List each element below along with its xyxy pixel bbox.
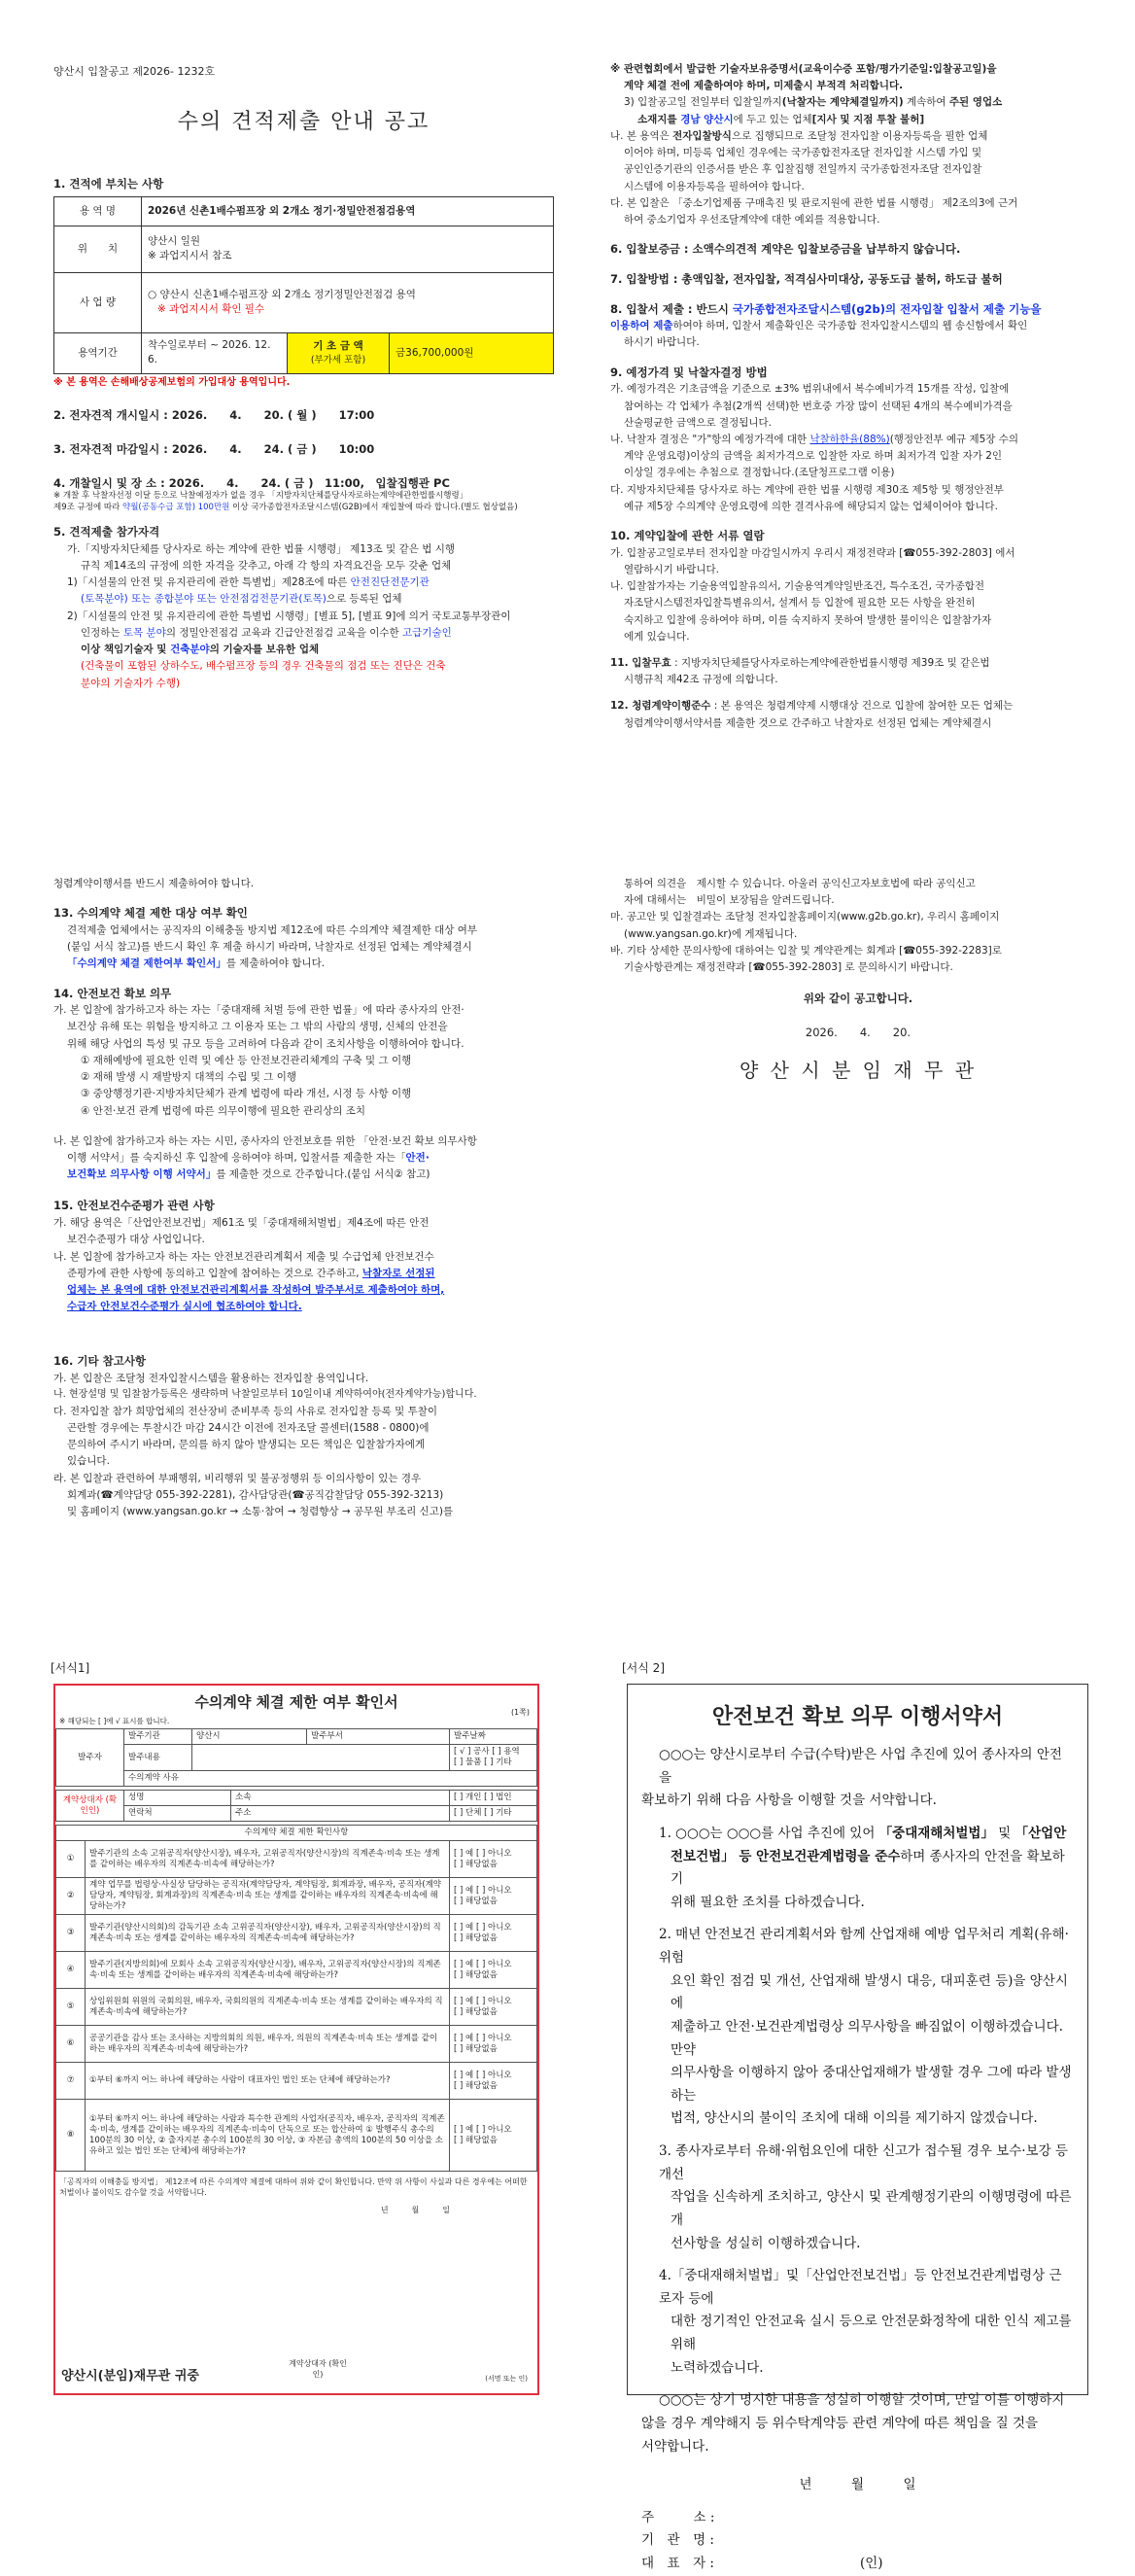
r11a: 11. 입찰무효 [610,657,671,670]
check-row [56,2026,537,2063]
check-row-answer[interactable] [450,1841,537,1878]
r9-ga3: 산술평균한 금액으로 결정됩니다. [624,416,773,429]
r8c: 이용하여 제출 [610,320,673,332]
section-11 [610,656,1106,671]
s14-na2 [53,1151,559,1166]
r10-ga2: 열람하시기 바랍니다. [624,563,719,575]
r-na4: 이어야 하며, 미등록 업체인 경우에는 국가종합전자조달 전자입찰 시스템 가입 및 [624,147,982,159]
label-location: 위 치 [54,226,142,272]
intro-1: ○○○는 양산시로부터 수급(수탁)받은 사업 추진에 있어 종사자의 안전을 [659,1747,1062,1786]
answer-yes-no[interactable]: [ ] 예 [ ] 아니오 [454,1959,512,1969]
r8-cont [610,319,1106,333]
item-4-b: 대한 정기적인 안전교육 실시 등으로 안전문화정착에 대한 인식 제고를 위해 [671,2314,1072,2352]
check-row-question: ①부터 ⑥까지 어느 하나에 해당하는 사람과 특수한 관계의 사업자(공직자, 배우자, 공직자의 직계존속·비속, 생계를 같이하는 배우자의 직계존속·비속이 단독으로 또는 합산하여 ① 발행주식 총수의 100분의 30 이상, ② 출자지분 총수의 100분의 30 이상, ③ 자본금 총액의 100분의 50 이상을 소유하고 있는 법인 또는 단체)에 해당하는가? [86,2100,450,2172]
s5-1-blue: 안전진단전문기관 [350,576,430,589]
item-3-c: 선사항을 성실히 이행하겠습니다. [671,2235,861,2251]
r-top1: 통하여 의견을 제시할 수 있습니다. 아울러 공익신고자보호법에 따라 공익신고 [624,878,976,889]
answer-yes-no[interactable]: [ ] 예 [ ] 아니오 [454,2033,512,2043]
issuer-name: 양 산 시 분 임 재 무 관 [739,1058,978,1082]
item-1-line2 [641,1846,1074,1892]
section-2: 2. 전자견적 개시일시 : 2026. 4. 20. ( 월 ) 17:00 [53,408,375,423]
insurance-note: ※ 본 용역은 손해배상공제보험의 가입대상 용역입니다. [53,376,291,388]
label-scope: 사 업 량 [54,272,142,332]
owner-content-label: 발주내용 [124,1745,192,1771]
form1-check-table [55,1825,537,2172]
check-row-answer[interactable] [450,2063,537,2100]
r9-na1: 나. 낙찰자 결정은 "가"항의 예정가격에 대한 [610,433,810,445]
form1-instruction: ※ 해당되는 [ ]에 √ 표시를 합니다. [59,1717,170,1725]
r12c: 청렴계약이행서약서를 제출한 것으로 간주하고 낙찰자로 선정된 업체는 계약체결시 [624,716,992,729]
r12b: : 본 용역은 청렴계약제 시행대상 건으로 입찰에 참여한 모든 업체는 [710,700,1014,713]
owner-reason: 수의계약 사유 [124,1771,537,1787]
s15-na2-text: 준평가에 관한 사항에 동의하고 입찰에 참여하는 것으로 간주하고, [67,1267,362,1279]
r-na6: 시스템에 이용자등록을 필하여야 합니다. [624,180,805,192]
owner-content-value [192,1745,450,1771]
basic-amount-vat: (부가세 포함) [310,354,366,366]
s16-da4: 있습니다. [67,1455,110,1468]
form2-seal: (인) [859,2556,883,2571]
item-2-a: 2. 매년 안전보건 관리계획서와 함께 산업재해 예방 업무처리 계획(유해·위험 [659,1927,1069,1966]
r3g: 에 두고 있는 업체 [733,113,812,125]
s5-1-blue-2: (토목분야) 또는 종합분야 또는 안전점검전문기관(토목) [81,593,327,606]
item-1 [641,1823,1074,1846]
check-row-number: ① [56,1841,86,1878]
check-row-answer[interactable] [450,1878,537,1915]
r8e: 하시기 바랍니다. [624,336,700,349]
r3d: 주된 영업소 [948,96,1003,109]
notice-page-2 [0,855,1135,1633]
answer-yes-no[interactable]: [ ] 예 [ ] 아니오 [454,2070,512,2080]
answer-na[interactable]: [ ] 해당없음 [454,1859,498,1869]
r9-ga2: 참여하는 각 업체가 추첨(2개씩 선택)한 번호중 가장 많이 선택된 4개의 복수예비가격을 [624,400,1013,412]
section-10: 10. 계약입찰에 관한 서류 열람 [610,529,765,543]
r-ma1: 마. 공고안 및 입찰결과는 조달청 전자입찰홈페이지(www.g2b.go.kr), 우리시 홈페이지 [610,911,1000,923]
s15-ga2: 보건수준평가 대상 사업입니다. [67,1234,205,1246]
form1-signer: 계약상대자 (확인인) [289,2359,347,2379]
notice-number: 양산시 입찰공고 제2026- 1232호 [53,65,216,78]
check-row-question: 발주기관의 소속 고위공직자(양산시장), 배우자, 고위공직자(양산시장)의 직계존속·비속 또는 생계를 같이하는 배우자의 직계존속·비속에 해당하는가? [86,1841,450,1878]
r8d: 하여야 하며, 입찰서 제출확인은 국가종합 전자입찰시스템의 웹 송신함에서 확인 [672,320,1028,332]
check-row-question: ①부터 ⑥까지 어느 하나에 해당하는 사람이 대표자인 법인 또는 단체에 해당하는가? [86,2063,450,2100]
s5-2-j: 분야의 기술자가 수행) [81,677,181,689]
r8b: 국가종합전자조달시스템(g2b)의 전자입찰 입찰서 제출 기능을 [732,301,1042,316]
s14-ga3: 위해 해당 사업의 특성 및 규모 등을 고려하여 다음과 같이 조치사항을 이행하여야 합니다. [67,1037,464,1050]
item-2-d: 의무사항을 이행하지 않아 중대산업재해가 발생할 경우 그에 따라 발생하는 [671,2065,1072,2104]
owner-dept-label: 발주부서 [307,1729,450,1745]
s5-2-h: 의 기술자를 보유한 업체 [209,644,320,656]
contractor-label: 계약상대자 (확인인) [56,1791,124,1822]
check-heading: 수의계약 체결 제한 확인사항 [56,1826,537,1841]
outro-3: 서약합니다. [641,2438,709,2454]
r9-ga1: 가. 예정가격은 기초금액을 기준으로 ±3% 범위내에서 복수예비가격 15개를 작성, 입찰에 [610,383,1010,396]
form2-date: 년 월 일 [799,2477,916,2493]
r3 [610,95,1106,110]
check-row-question: 공공기관을 감사 또는 조사하는 지방의회의 의원, 배우자, 의원의 직계존속·비속 또는 생계를 같이하는 배우자의 직계존속·비속에 해당하는가? [86,2026,450,2063]
check-row [56,2100,537,2172]
owner-label: 발주자 [56,1729,124,1787]
check-row-question: 상임위원회 위원의 국회의원, 배우자, 국회의원의 직계존속·비속 또는 생계를 같이하는 배우자의 직계존속·비속에 해당하는가? [86,1989,450,2026]
section-8 [610,301,1106,318]
item-4-c: 노력하겠습니다. [671,2359,764,2376]
contractor-org-label: 소속 [231,1791,450,1806]
section-3: 3. 전자견적 마감일시 : 2026. 4. 24. ( 금 ) 10:00 [53,441,375,456]
answer-yes-no[interactable]: [ ] 예 [ ] 아니오 [454,1996,512,2006]
r9-na2: 낙찰하한율(88%) [809,433,890,445]
r-da1: 다. 본 입찰은 「중소기업제품 구매촉진 및 판로지원에 관한 법률 시행령」 제2조의3에 근거 [610,196,1018,209]
check-row-question: 발주기관(지방의회)에 모회사 소속 고위공직자(양산시장), 배우자, 고위공직자(양산시장)의 직계존속·비속 또는 생계를 같이하는 배우자의 직계존속·비속에 해당하는가? [86,1952,450,1989]
form1-date: 년 월 일 [380,2206,450,2215]
r10-na3: 숙지하고 입찰에 응하여야 하며, 이를 숙지하지 못하여 발생한 불이익은 입찰참가자 [624,613,992,626]
r9-da1: 다. 지방자치단체를 당사자로 하는 계약에 관한 법률 시행령 제30조 제5항 및 행정안전부 [610,483,1004,496]
r9-na4: 계약 운영요령)이상의 금액을 최저가격으로 입찰한 자로 하며 최저가격 입찰 자가 2인 [624,450,1003,463]
form2-org: 기 관 명 : [641,2532,714,2549]
r10-na4: 에게 있습니다. [624,630,690,643]
form2-rep-line [641,2553,1074,2576]
r9-na3: (행정안전부 예규 제5장 수의 [889,433,1019,445]
r3a: 3) 입찰공고일 전일부터 입찰일까지 [624,96,782,109]
answer-yes-no[interactable]: [ ] 예 [ ] 아니오 [454,1885,512,1896]
item-2-c: 제출하고 안전·보건관계법령상 의무사항을 빠짐없이 이행하겠습니다. 만약 [671,2018,1063,2058]
s13-2: (붙임 서식 참고)를 반드시 확인 후 제출 하시기 바라며, 낙찰자로 선정된 업체는 계약체결시 [67,941,472,954]
check-row-answer[interactable] [450,2026,537,2063]
s14-ga2: 보건상 유해 또는 위험을 방지하고 그 이용자 또는 그 밖의 사람의 생명, 신체의 안전을 [67,1021,448,1033]
s15-na5: 수급자 안전보건수준평가 실시에 협조하여야 합니다. [67,1301,302,1313]
r3f: 경남 양산시 [680,113,734,125]
r11b: : 지방자치단체를당사자로하는계약에관한법률시행령 제39조 및 같은법 [671,657,990,670]
s5-2-cont2 [53,643,559,657]
period-value: 착수일로부터 ~ 2026. 12. 6. [142,332,288,373]
form1-owner-table [55,1728,537,1787]
item-1-d: 「산업안 [1015,1825,1067,1841]
r8a: 8. 입찰서 제출 : 반드시 [610,301,733,316]
form2 [627,1684,1088,2571]
form2-rep: 대 표 자 : [641,2556,714,2571]
item-1-b: 「중대재해처벌법」 [878,1825,994,1841]
contractor-phone-label: 연락처 [124,1806,231,1822]
item-1-f: 하며 종사자의 안전을 확보하기 [671,1848,1065,1888]
check-row [56,1915,537,1952]
r10-na2: 자조달시스템전자입찰특별유의서, 설계서 등 입찰에 필요한 모든 사항을 완전히 [624,597,976,609]
s5-1-cont [53,592,559,607]
scope-value: ○ 양산시 신촌1배수펌프장 외 2개소 정기정밀안전점검 용역 [148,288,416,300]
right-column [610,60,1106,731]
notice-page-1 [0,0,1135,855]
location-cell [142,226,554,272]
s13-4: 를 제출하여야 합니다. [225,957,326,970]
s13-1: 견적제출 업체에서는 공직자의 이해충돌 방지법 제12조에 따른 수의계약 체결제한 대상 여부 [67,923,478,936]
check-row [56,1841,537,1878]
form2-address: 주 소 : [641,2509,715,2525]
section-4-note-1: ※ 개찰 후 낙찰자선정 이달 등으로 낙찰예정자가 없을 경우 「지방자치단체를당사자로하는계약에관한법률시행령」 [53,491,468,502]
check-row [56,1878,537,1915]
s5-2-e: 고급기술인 [402,626,452,639]
r3c: 계속하여 [903,96,949,109]
section-1-heading: 1. 견적에 부치는 사항 [53,177,164,191]
closing-text: 위와 같이 공고합니다. [803,992,913,1006]
item-3-a: 3. 종사자로부터 유해·위험요인에 대한 신고가 접수될 경우 보수·보강 등 개선 [659,2143,1068,2182]
item-4-a: 4.「중대재해처벌법」및「산업안전보건법」등 안전보건관계법령상 근로자 등에 [659,2268,1062,2307]
s16-ra2: 회계과(☎계약담당 055-392-2281), 감사담당관(☎공직감찰담당 055-392-3213) [67,1488,444,1501]
answer-na[interactable]: [ ] 해당없음 [454,2135,498,2145]
answer-na[interactable]: [ ] 해당없음 [454,2080,498,2091]
check-row-number: ⑧ [56,2100,86,2172]
s14-ga1: 가. 본 입찰에 참가하고자 하는 자는「중대재해 처벌 등에 관한 법률」에 따라 종사자의 안전· [53,1004,464,1017]
project-table [53,196,554,374]
s16-da1: 다. 전자입찰 참가 희망업체의 전산장비 준비부족 등의 사유로 전자입찰 등록 및 투찰이 [53,1405,438,1417]
check-row [56,1989,537,2026]
note-2-highlight: 약월(공동수급 포함) 100만원 [122,502,230,512]
location-note: ※ 과업지시서 참조 [148,250,232,262]
form2-label: [서식 2] [622,1661,665,1675]
s15-ga1: 가. 해당 용역은「산업안전보건법」제61조 및「중대재해처벌법」제4조에 따른 안전 [53,1217,430,1230]
answer-na[interactable]: [ ] 해당없음 [454,2043,498,2054]
service-name: 2026년 신촌1배수펌프장 외 2개소 정기·정밀안전점검용역 [142,196,554,226]
s5-2-cont [53,626,559,641]
type-check-2[interactable]: [ ] 물품 [ ] 기타 [454,1758,512,1768]
r-na1: 나. 본 용역은 [610,129,673,142]
section-4-note-2 [53,503,559,513]
location-value: 양산시 일원 [148,234,201,247]
s16-ra3: 및 홈페이지 (www.yangsan.go.kr → 소통·참여 → 청렴향상 → 공무원 부조리 신고)를 [67,1506,454,1518]
type-check-1[interactable]: [ √ ] 공사 [ ] 용역 [454,1747,520,1758]
basic-amount: 금36,700,000원 [390,332,554,373]
note-2-text: 제9조 규정에 따라 [53,502,122,512]
s5-1 [53,575,559,590]
answer-yes-no[interactable]: [ ] 예 [ ] 아니오 [454,2124,512,2135]
s5-2: 2)「시설물의 안전 및 유지관리에 관한 특별법 시행령」[별표 5], [별표 9]에 의거 국토교통부장관이 [67,609,511,622]
outro-1: ○○○는 상기 명시한 내용을 성실히 이행할 것이며, 만일 이를 이행하지 [659,2392,1065,2409]
s15-na3: 낙찰자로 선정된 [361,1267,435,1279]
form1-title: 수의계약 체결 제한 여부 확인서 [194,1693,398,1711]
r10-na1: 나. 입찰참가자는 기술용역입찰유의서, 기술용역계약일반조건, 특수조건, 국가종합전 [610,580,985,593]
item-2-b: 요인 확인 점검 및 개선, 산업재해 발생시 대응, 대피훈련 등)을 양산시에 [671,1972,1068,2012]
form1-signature: (서명 또는 인) [485,2375,528,2383]
check-row-number: ⑤ [56,1989,86,2026]
contractor-type-1[interactable]: [ ] 개인 [ ] 법인 [450,1791,537,1806]
s5-2-i: (건축물이 포함된 상하수도, 배수펌프장 등의 경우 건축물의 점검 또는 진단은 건축 [81,660,446,673]
basic-amount-label-cell [288,332,390,373]
contractor-name-label: 성명 [124,1791,231,1806]
r9-na5: 이상일 경우에는 추첨으로 결정합니다.(조달청프로그램 이용) [624,467,895,479]
form1-label: [서식1] [51,1661,90,1675]
s14-na5: 를 제출한 것으로 간주합니다.(붙임 서식② 참고) [216,1168,430,1181]
page-title: 수의 견적제출 안내 공고 [177,110,430,134]
s14-na4-line [53,1167,559,1182]
s16-da3: 문의하여 주시기 바라며, 문의를 하지 않아 발생되는 모든 책임은 입찰참가자에게 [67,1439,426,1451]
s14-na2-text: 이행 서약서」를 숙지하신 후 입찰에 응하여야 하며, 입찰서를 제출한 자는「 [67,1151,406,1164]
r-na [610,129,1106,144]
owner-org-label: 발주기관 [124,1729,192,1745]
s13-3 [53,957,559,971]
section-16: 16. 기타 참고사항 [53,1354,147,1369]
r1b: 계약 체결 전에 제출하여야 하며, 미제출시 부적격 처리합니다. [624,80,904,92]
item-1-e: 전보건법」 등 안전보건관계법령을 준수 [671,1848,901,1864]
item-1-c: 및 [993,1825,1015,1841]
scope-cell [142,272,554,332]
form1-footer: 「공직자의 이해충돌 방지법」 제12조에 따른 수의계약 체결에 대하여 위와 같이 확인합니다. 만약 위 사항이 사실과 다른 경우에는 어떠한 처벌이나 불이익도 감수할 것을 서약합니다. [59,2177,528,2198]
check-row-number: ② [56,1878,86,1915]
left-column-2 [53,875,559,1519]
r3h: [지사 및 지점 투찰 불허] [811,113,925,125]
s5-2-f: 이상 책임기술자 및 [81,644,171,656]
s16-da2: 곤란할 경우에는 투찰시간 마감 24시간 이전에 전자조달 콜센터(1588 - 0800)에 [67,1422,430,1434]
right-column-2 [610,875,1106,1085]
r-ma2: (www.yangsan.go.kr)에 게재됩니다. [624,927,798,940]
r9-da2: 예규 제5장 수의계약 운영요령에 의한 결격사유에 해당되지 않는 업체이어야 합니다. [624,500,998,512]
section-12 [610,699,1106,714]
s15-na1: 나. 본 입찰에 참가하고자 하는 자는 안전보건관리계획서 제출 및 수급업체 안전보건수 [53,1250,434,1263]
s14-na4: 보건확보 의무사항 이행 서약서」 [67,1168,217,1181]
scope-note: ※ 과업지시서 확인 필수 [157,303,265,316]
s14-l1: ① 재해예방에 필요한 인력 및 예산 등 안전보건관리체계의 구축 및 그 이행 [81,1054,412,1066]
section-6: 6. 입찰보증금 : 소액수의견적 계약은 입찰보증금을 납부하지 않습니다. [610,242,961,257]
r9-na [610,433,1106,447]
item-1-g: 위해 필요한 조치를 다하겠습니다. [671,1894,865,1910]
answer-na[interactable]: [ ] 해당없음 [454,1896,498,1906]
check-row-answer[interactable] [450,1915,537,1952]
p2-cont: 청렴계약이행서를 반드시 제출하여야 합니다. [53,878,255,889]
s5-2-b: 인정하는 [81,626,123,639]
s13-3-blue: 「수의계약 체결 제한여부 확인서」 [67,957,226,970]
contractor-addr-label: 주소 [231,1806,450,1822]
s5-2-g: 건축분야 [170,644,210,656]
s16-ga: 가. 본 입찰은 조달청 전자입찰시스템을 활용하는 전자입찰 용역입니다. [53,1373,369,1385]
owner-date-label: 발주날짜 [449,1729,536,1745]
s14-l4: ④ 안전·보건 관계 법령에 따른 의무이행에 필요한 관리상의 조치 [81,1104,366,1117]
form1 [53,1684,539,2395]
s5-a-1: 가.「지방자치단체를 당사자로 하는 계약에 관한 법률 시행령」 제13조 및 같은 법 시행 [67,542,455,555]
s14-l2: ② 재해 발생 시 재발방지 대책의 수립 및 그 이행 [81,1071,297,1084]
check-row-answer[interactable] [450,1952,537,1989]
left-column [53,165,559,691]
section-7: 7. 입찰방법 : 총액입찰, 전자입찰, 적격심사미대상, 공동도급 불허, 하도급 불허 [610,271,1003,286]
notice-date: 2026. 4. 20. [805,1025,911,1039]
check-row-number: ③ [56,1915,86,1952]
item-3-b: 작업을 신속하게 조치하고, 양산시 및 관계행정기관의 이행명령에 따른 개 [671,2189,1072,2228]
r11c: 시행규칙 제42조 규정에 의합니다. [624,674,778,686]
r-top2: 자에 대해서는 비밀이 보장됨을 알려드립니다. [624,894,835,907]
check-row-question: 발주기관(양산시의회)의 감독기관 소속 고위공직자(양산시장), 배우자, 고위공직자(양산시장)의 직계존속·비속 또는 생계를 같이하는 배우자의 직계존속·비속에 해당하는가? [86,1915,450,1952]
answer-yes-no[interactable]: [ ] 예 [ ] 아니오 [454,1922,512,1932]
intro-2: 확보하기 위해 다음 사항을 이행할 것을 서약합니다. [641,1793,937,1809]
s15-na4: 업체는 본 용역에 대한 안전보건관리계획서를 작성하여 발주부서로 제출하여야 하며, [67,1283,445,1296]
form1-page: (1쪽) [510,1708,530,1717]
r-da2: 하여 중소기업자 우선조달계약에 대한 예외를 적용합니다. [624,213,880,226]
check-row-answer[interactable] [450,2100,537,2172]
forms-page [0,1633,1135,2571]
check-row [56,1952,537,1989]
form2-title: 안전보건 확보 의무 이행서약서 [711,1705,1004,1729]
r-ba2: 기술사항관계는 재정전략과 [☎055-392-2803] 로 문의하시기 바랍니다. [624,961,953,974]
s16-ra1: 라. 본 입찰과 관련하여 부패행위, 비리행위 및 불공정행위 등 이의사항이 있는 경우 [53,1472,422,1484]
r3-cont [610,113,1106,127]
check-row-answer[interactable] [450,1989,537,2026]
form2-body [628,1730,1087,2576]
s14-na1: 나. 본 입찰에 참가하고자 하는 자는 시민, 종사자의 안전보호를 위한 「안전·보건 확보 의무사항 [53,1134,477,1147]
s5-1-rest: 으로 등록된 업체 [326,593,402,606]
label-period: 용역기간 [54,332,142,373]
r-na5: 공인인증기관의 인증서를 받은 후 입찰집행 전일까지 국가종합전자조달 전자입찰 [624,163,982,176]
s16-na: 나. 현장설명 및 입찰참가등록은 생략하며 낙찰일로부터 10일이내 계약하여야(전자계약가능)합니다. [53,1389,477,1401]
basic-amount-label: 기 초 금 액 [313,339,363,352]
check-row [56,2063,537,2100]
s5-a-2: 규칙 제14조의 규정에 의한 자격을 갖추고, 아래 각 항의 자격요건을 모두 갖춘 업체 [81,560,452,573]
r-ba1: 바. 기타 상세한 문의사항에 대하여는 입찰 및 계약관계는 회계과 [☎055-392-2283]로 [610,944,1002,957]
s5-1-text: 1)「시설물의 안전 및 유지관리에 관한 특별법」제28조에 따른 [67,576,351,589]
section-4: 4. 개찰일시 및 장 소 : 2026. 4. 24. ( 금 ) 11:00, 입찰집행관 PC [53,475,450,490]
section-9: 9. 예정가격 및 낙찰자결정 방법 [610,365,768,379]
owner-type-checks [450,1745,537,1771]
check-row-number: ⑥ [56,2026,86,2063]
s14-na3: 안전· [405,1151,430,1164]
r12a: 12. 청렴계약이행준수 [610,700,711,713]
check-row-number: ⑦ [56,2063,86,2100]
r3b: (낙찰자는 계약체결일까지) [781,96,904,109]
r-na2: 전자입찰방식 [672,129,732,142]
s15-na2 [53,1267,559,1281]
form1-contractor-table [55,1790,537,1822]
answer-yes-no[interactable]: [ ] 예 [ ] 아니오 [454,1848,512,1859]
r10-ga1: 가. 입찰공고일로부터 전자입찰 마감일시까지 우리시 재정전략과 [☎055-392-2803] 에서 [610,546,1015,559]
answer-na[interactable]: [ ] 해당없음 [454,1932,498,1943]
outro-2: 않을 경우 계약해지 등 위수탁계약등 관련 계약에 따른 책임을 질 것을 [641,2415,1039,2431]
form1-recipient: 양산시(분임)재무관 귀중 [61,2369,199,2384]
r3e: 소재지를 [637,113,681,125]
answer-na[interactable]: [ ] 해당없음 [454,2006,498,2017]
item-1-a: 1. ○○○는 ○○○를 사업 추진에 있어 [659,1825,879,1841]
section-14: 14. 안전보건 확보 의무 [53,986,172,1000]
r-na3: 으로 집행되므로 조달청 전자입찰 이용자등록을 필한 업체 [731,129,988,142]
owner-org-value: 양산시 [192,1729,307,1745]
contractor-type-2[interactable]: [ ] 단체 [ ] 기타 [450,1806,537,1822]
note-2-rest: 이상 국가종합전자조달시스템(G2B)에서 재입찰에 따라 합니다.(별도 협상없음) [229,502,518,512]
section-13: 13. 수의계약 체결 제한 대상 여부 확인 [53,906,248,921]
check-row-number: ④ [56,1952,86,1989]
check-row-question: 계약 업무를 법령상·사실상 담당하는 공직자(계약담당자, 계약팀장, 회계과장, 배우자, 공직자(계약담당자, 계약팀장, 회계과장)의 직계존속·비속 또는 생계를 같이하는 배우자의 직계존속·비속에 해당하는가? [86,1878,450,1915]
section-5-heading: 5. 견적제출 참가자격 [53,525,160,540]
s5-2-d: 의 정밀안전점검 교육과 긴급안전점검 교육을 이수한 [165,626,403,639]
answer-na[interactable]: [ ] 해당없음 [454,1969,498,1980]
r1: ※ 관련협회에서 발급한 기술자보유증명서(교육이수증 포함/평가기준일:입찰공고일)을 [610,63,997,75]
section-15: 15. 안전보건수준평가 관련 사항 [53,1199,215,1213]
s14-l3: ③ 중앙행정기관·지방자치단체가 관계 법령에 따라 개선, 시정 등 사항 이행 [81,1088,412,1100]
item-2-e: 법적, 양산시의 불이익 조치에 대해 이의를 제기하지 않겠습니다. [671,2110,1038,2127]
label-service-name: 용 역 명 [54,196,142,226]
s5-2-c: 토목 분야 [122,626,166,639]
